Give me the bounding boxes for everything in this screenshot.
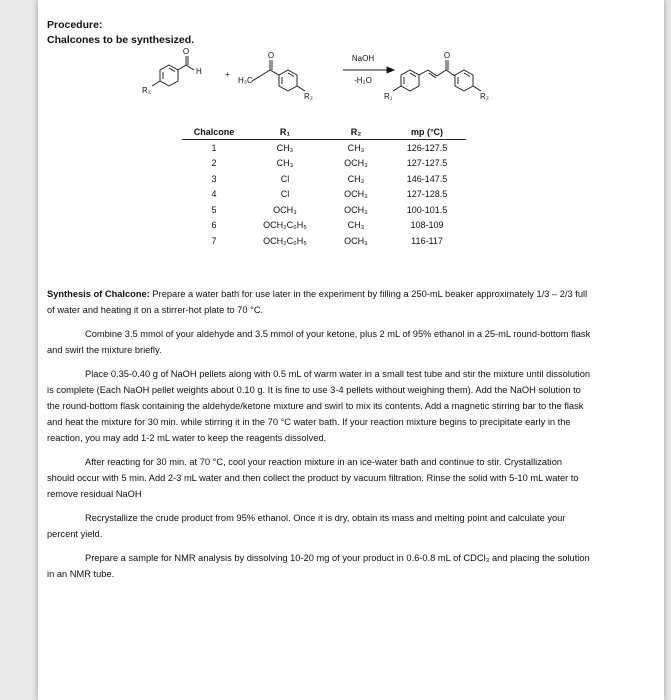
aldehyde-r1-label: R₁ xyxy=(142,86,151,95)
paragraph-synthesis xyxy=(47,286,592,318)
product-r2-label: R₂ xyxy=(480,92,489,101)
aldehyde-oxygen-label: O xyxy=(182,47,190,56)
cell-chalcone: 4 xyxy=(211,189,217,200)
chalcones-subtitle: Chalcones to be synthesized. xyxy=(47,34,195,46)
cell-chalcone: 3 xyxy=(211,173,217,184)
table-row xyxy=(182,218,466,234)
header-mp: mp (°C) xyxy=(388,126,466,140)
chalcone-table xyxy=(182,126,466,249)
cell-r2: CH₃ xyxy=(347,173,365,184)
cell-mp: 146-147.5 xyxy=(406,173,448,184)
reagent-naoh-label: NaOH xyxy=(351,54,375,63)
cell-r1: Cl xyxy=(280,189,290,200)
ketone-r2-bond xyxy=(297,86,305,91)
table-row xyxy=(182,187,466,203)
table-row xyxy=(182,233,466,249)
header-r2: R₂ xyxy=(324,126,388,140)
table-row xyxy=(182,140,466,156)
aldehyde-h-label: H xyxy=(196,67,202,76)
procedure-text xyxy=(47,286,592,590)
ketone-r2-label: R₂ xyxy=(304,92,313,101)
cell-r2: CH₃ xyxy=(347,220,365,231)
cell-r1: CH₃ xyxy=(276,142,294,153)
table-header-row xyxy=(182,126,466,140)
cell-r1: CH₃ xyxy=(276,158,294,169)
cell-mp: 108-109 xyxy=(410,220,444,231)
cell-mp: 100-101.5 xyxy=(406,204,448,215)
paragraph-nmr: Prepare a sample for NMR analysis by dissolving 10-20 mg of your product in 0.6-0.8 mL of CDCl₃ and placing the solution in an NMR tube. xyxy=(47,553,590,579)
plus-sign: + xyxy=(225,70,230,79)
paragraph-cooling: After reacting for 30 min. at 70 °C, cool your reaction mixture in an ice-water bath and continue to stir. Crystallization should occur with 5 min. Add 2-3 mL water and then collect the product by vacuum filtration. Rinse the solid with 5-10 mL water to remove residual NaOH xyxy=(47,457,579,499)
cell-r2: CH₃ xyxy=(347,142,365,153)
cell-r1: OCH₂C₆H₅ xyxy=(263,220,307,231)
cell-mp: 127-127.5 xyxy=(406,158,448,169)
table-row xyxy=(182,156,466,172)
cell-chalcone: 7 xyxy=(211,235,217,246)
paragraph-combine: Combine 3.5 mmol of your aldehyde and 3.5 mmol of your ketone, plus 2 mL of 95% ethanol in a 25-mL round-bottom flask and swirl the mixture briefly. xyxy=(47,329,591,355)
table-row xyxy=(182,171,466,187)
cell-chalcone: 2 xyxy=(211,158,217,169)
ketone-oxygen-label: O xyxy=(267,51,275,60)
cell-r1: OCH₃ xyxy=(273,204,297,215)
header-r1: R₁ xyxy=(246,126,324,140)
synthesis-text: Prepare a water bath for use later in the experiment by filling a 250-mL beaker approximately 1/3 – 2/3 full of water and heating it on a stirrer-hot plate to 70 °C. xyxy=(47,289,588,315)
paragraph-naoh: Place 0.35-0.40 g of NaOH pellets along with 0.5 mL of warm water in a small test tube and stir the mixture until dissolution is complete (Each NaOH pellet weights about 0.10 g. It is fine to use 3-4 pellets without weighing them). Add the NaOH solution to the round-bottom flask containing the aldehyde/ketone mixture and swirl to mix its contents. Add a magnetic stirring bar to the flask and heat the mixture for 30 min. while stirring it in the 70 °C water bath. If your reaction mixture begins to precipitate early in the reaction, you may add 1-2 mL water to keep the reagents dissolved. xyxy=(47,369,591,443)
cell-mp: 127-128.5 xyxy=(406,189,448,200)
cell-r2: OCH₃ xyxy=(344,158,368,169)
product-oxygen-label: O xyxy=(443,51,451,60)
product-r1-label: R₁ xyxy=(384,92,393,101)
header-chalcone: Chalcone xyxy=(182,126,246,140)
cell-r1: OCH₂C₆H₅ xyxy=(263,235,307,246)
table-row xyxy=(182,202,466,218)
procedure-heading: Procedure: xyxy=(47,19,103,31)
ketone-methyl-label: H₃C xyxy=(238,76,253,85)
cell-r2: OCH₃ xyxy=(344,189,368,200)
cell-chalcone: 6 xyxy=(211,220,217,231)
cell-mp: 116-117 xyxy=(411,235,443,246)
reagent-water-label: -H₂O xyxy=(354,76,372,85)
cell-r1: Cl xyxy=(280,173,290,184)
paragraph-recrystallize: Recrystallize the crude product from 95% ethanol. Once it is dry, obtain its mass and melting point and calculate your percent yield. xyxy=(47,513,566,539)
aldehyde-r1-bond xyxy=(152,81,160,86)
reaction-scheme xyxy=(80,45,560,120)
cell-chalcone: 1 xyxy=(211,142,217,153)
cell-chalcone: 5 xyxy=(211,204,217,215)
cell-mp: 126-127.5 xyxy=(406,142,448,153)
cell-r2: OCH₃ xyxy=(344,235,368,246)
synthesis-heading: Synthesis of Chalcone: xyxy=(47,289,150,299)
reaction-scheme-drawing xyxy=(80,45,560,120)
cell-r2: OCH₃ xyxy=(344,204,368,215)
